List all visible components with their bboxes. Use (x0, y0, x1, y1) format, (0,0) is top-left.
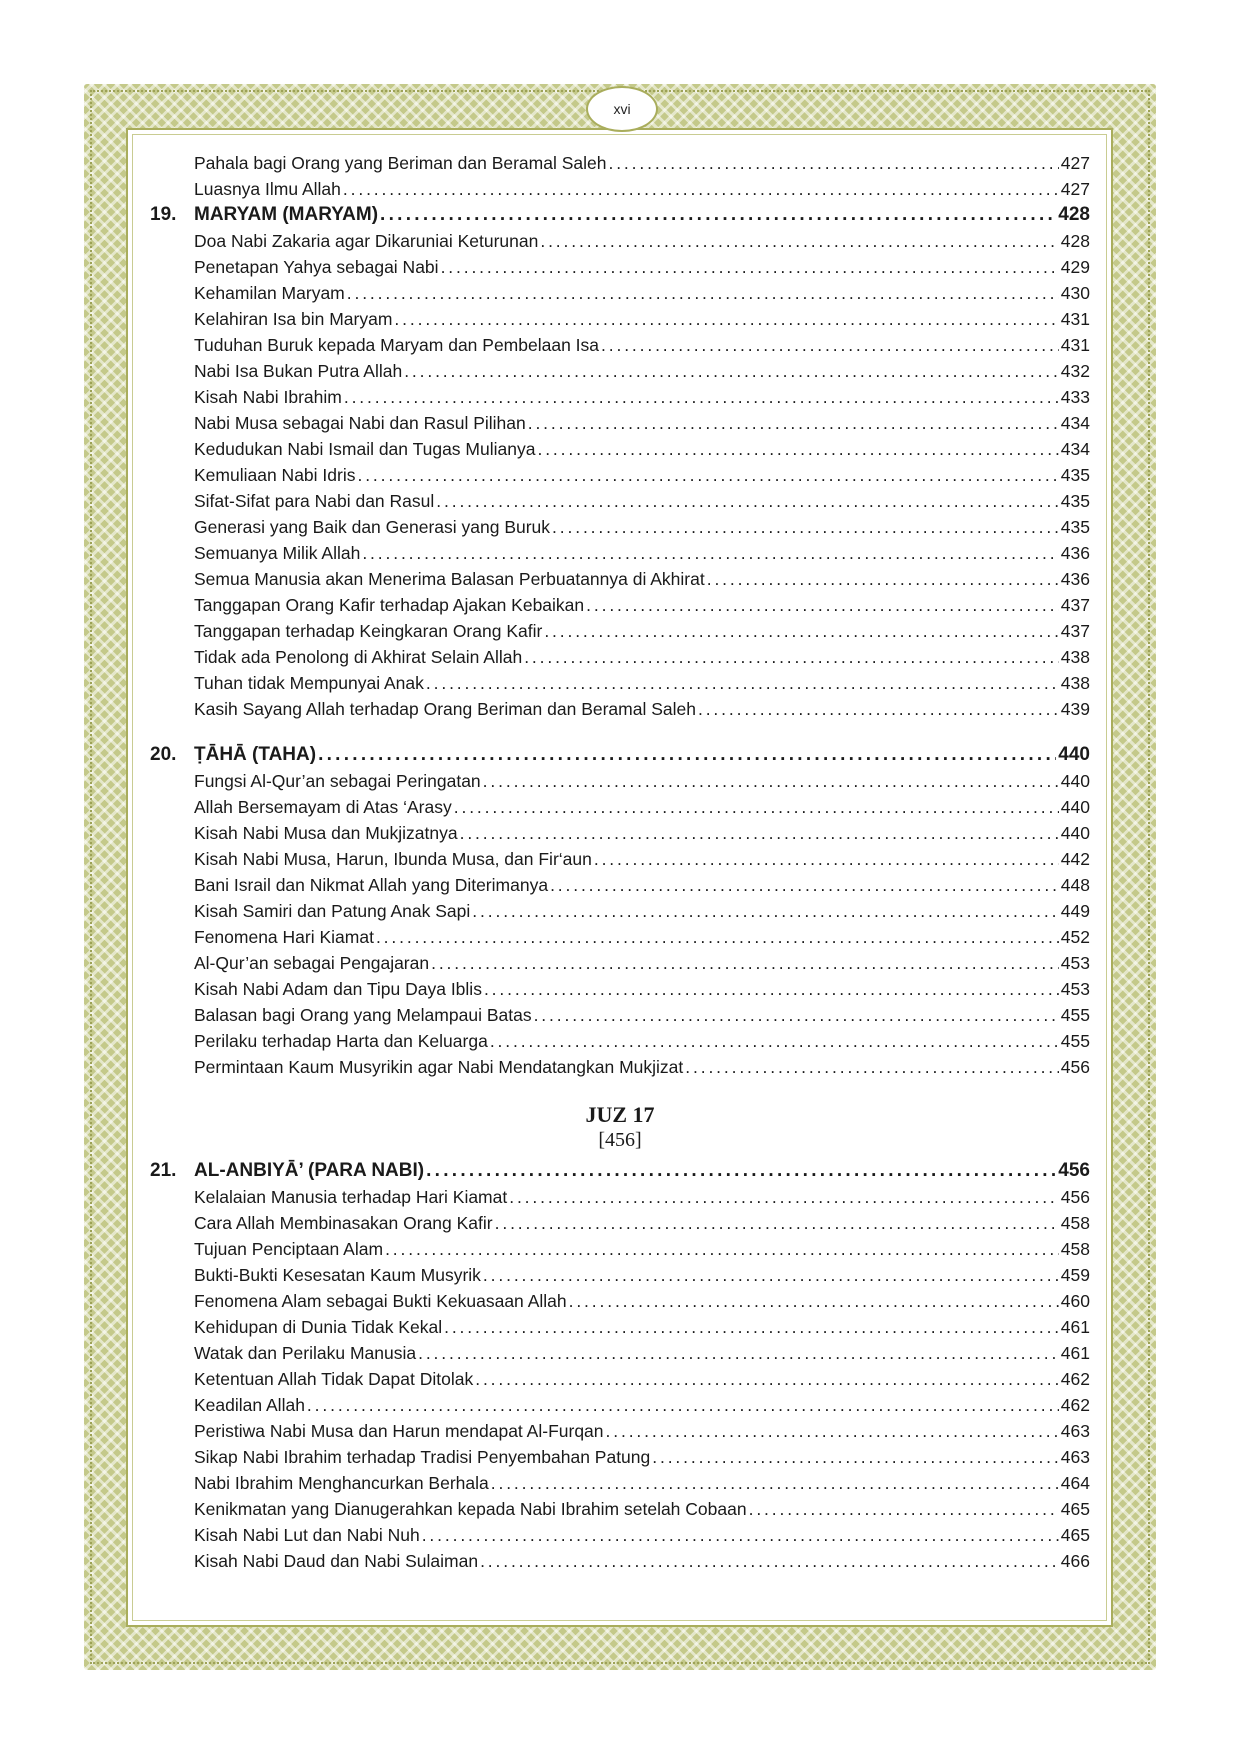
entry-title: Kisah Nabi Musa, Harun, Ibunda Musa, dan Fir‘aun (194, 849, 592, 869)
dot-leader (418, 1340, 1059, 1366)
entry-title: Doa Nabi Zakaria agar Dikaruniai Keturunan (194, 231, 539, 251)
dot-leader (454, 794, 1059, 820)
dot-leader (534, 1002, 1059, 1028)
entry-title: Perilaku terhadap Harta dan Keluarga (194, 1031, 488, 1051)
chapter-title: AL-ANBIYĀ’ (PARA NABI) (194, 1160, 425, 1181)
dot-leader (404, 358, 1059, 384)
dot-leader (552, 514, 1059, 540)
entry-page: 460 (1060, 1291, 1090, 1311)
entry-row (150, 1236, 1090, 1262)
entry-page: 438 (1060, 673, 1090, 693)
page-number: xvi (586, 86, 658, 132)
entry-row (150, 514, 1090, 540)
entry-row (150, 566, 1090, 592)
entry-page: 456 (1060, 1057, 1090, 1077)
entry-row (150, 1054, 1090, 1080)
entry-title: Peristiwa Nabi Musa dan Harun mendapat Al-Furqan (194, 1421, 604, 1441)
entry-title: Nabi Musa sebagai Nabi dan Rasul Pilihan (194, 413, 526, 433)
entry-page: 465 (1060, 1499, 1090, 1519)
entry-page: 458 (1060, 1213, 1090, 1233)
entry-title: Fungsi Al-Qur’an sebagai Peringatan (194, 771, 481, 791)
entry-page: 462 (1060, 1369, 1090, 1389)
entry-title: Watak dan Perilaku Manusia (194, 1343, 417, 1363)
entry-row (150, 1028, 1090, 1054)
entry-row (150, 410, 1090, 436)
entry-title: Kisah Nabi Lut dan Nabi Nuh (194, 1525, 420, 1545)
chapter-page: 456 (1058, 1160, 1090, 1181)
juz-title: JUZ 17 (585, 1102, 655, 1127)
dot-leader (749, 1496, 1059, 1522)
entry-row (150, 384, 1090, 410)
dot-leader (490, 1028, 1059, 1054)
entry-row (150, 1418, 1090, 1444)
dot-leader (394, 306, 1058, 332)
entry-page: 437 (1060, 595, 1090, 615)
entry-row (150, 488, 1090, 514)
entry-row (150, 696, 1090, 722)
entry-title: Kisah Nabi Adam dan Tipu Daya Iblis (194, 979, 482, 999)
entry-title: Fenomena Alam sebagai Bukti Kekuasaan Allah (194, 1291, 567, 1311)
entry-title: Generasi yang Baik dan Generasi yang Buruk (194, 517, 551, 537)
table-of-contents (150, 150, 1090, 1574)
entry-row (150, 540, 1090, 566)
entry-title: Sikap Nabi Ibrahim terhadap Tradisi Penyembahan Patung (194, 1447, 651, 1467)
entry-row (150, 280, 1090, 306)
dot-leader (550, 872, 1059, 898)
entry-page: 458 (1060, 1239, 1090, 1259)
entry-title: Kedudukan Nabi Ismail dan Tugas Mulianya (194, 439, 536, 459)
juz-page: [456] (598, 1129, 642, 1151)
entry-row (150, 1262, 1090, 1288)
dot-leader (586, 592, 1059, 618)
dot-leader (544, 618, 1058, 644)
entry-row (150, 644, 1090, 670)
chapter-number: 19. (150, 204, 177, 225)
entry-page: 466 (1060, 1551, 1090, 1571)
entry-title: Tanggapan Orang Kafir terhadap Ajakan Kebaikan (194, 595, 585, 615)
entry-row (150, 1522, 1090, 1548)
entry-title: Fenomena Hari Kiamat (194, 927, 374, 947)
entry-title: Tujuan Penciptaan Alam (194, 1239, 384, 1259)
dot-leader (652, 1444, 1059, 1470)
entry-row (150, 462, 1090, 488)
dot-leader (460, 820, 1059, 846)
dot-leader (318, 742, 1056, 768)
entry-title: Tuhan tidak Mempunyai Anak (194, 673, 424, 693)
entry-row (150, 1314, 1090, 1340)
entry-title: Kelahiran Isa bin Maryam (194, 309, 393, 329)
entry-page: 438 (1060, 647, 1090, 667)
dot-leader (509, 1184, 1059, 1210)
entry-row (150, 1288, 1090, 1314)
dot-leader (436, 488, 1059, 514)
entry-row (150, 1444, 1090, 1470)
entry-page: 430 (1060, 283, 1090, 303)
entry-title: Pahala bagi Orang yang Beriman dan Beramal Saleh (194, 153, 607, 173)
entry-page: 452 (1060, 927, 1090, 947)
entry-page: 431 (1060, 309, 1090, 329)
dot-leader (344, 384, 1059, 410)
entry-row (150, 1340, 1090, 1366)
entry-page: 428 (1060, 231, 1090, 251)
entry-page: 436 (1060, 543, 1090, 563)
dot-leader (441, 254, 1059, 280)
entry-page: 456 (1060, 1187, 1090, 1207)
dot-leader (608, 150, 1058, 176)
dot-leader (685, 1054, 1059, 1080)
entry-page: 437 (1060, 621, 1090, 641)
entry-row (150, 846, 1090, 872)
entry-page: 432 (1060, 361, 1090, 381)
entry-page: 453 (1060, 953, 1090, 973)
entry-row (150, 898, 1090, 924)
entry-title: Kemuliaan Nabi Idris (194, 465, 356, 485)
dot-leader (380, 202, 1056, 228)
entry-title: Kasih Sayang Allah terhadap Orang Beriman dan Beramal Saleh (194, 699, 696, 719)
chapter-row (150, 202, 1090, 228)
section-spacer (150, 722, 1090, 742)
entry-title: Tidak ada Penolong di Akhirat Selain Allah (194, 647, 523, 667)
entry-title: Cara Allah Membinasakan Orang Kafir (194, 1213, 493, 1233)
dot-leader (422, 1522, 1059, 1548)
dot-leader (528, 410, 1059, 436)
entry-row (150, 670, 1090, 696)
entry-row (150, 1366, 1090, 1392)
entry-page: 463 (1060, 1421, 1090, 1441)
entry-row (150, 1548, 1090, 1574)
dot-leader (594, 846, 1059, 872)
dot-leader (540, 228, 1058, 254)
dot-leader (491, 1470, 1059, 1496)
entry-title: Kenikmatan yang Dianugerahkan kepada Nabi Ibrahim setelah Cobaan (194, 1499, 747, 1519)
entry-row (150, 150, 1090, 176)
chapter-title: ṬĀHĀ (TAHA) (194, 744, 317, 765)
entry-page: 435 (1060, 465, 1090, 485)
entry-row (150, 1210, 1090, 1236)
entry-page: 429 (1060, 257, 1090, 277)
dot-leader (472, 898, 1059, 924)
entry-row (150, 1184, 1090, 1210)
entry-page: 435 (1060, 491, 1090, 511)
dot-leader (484, 976, 1059, 1002)
entry-row (150, 1002, 1090, 1028)
dot-leader (480, 1548, 1059, 1574)
entry-page: 465 (1060, 1525, 1090, 1545)
dot-leader (376, 924, 1059, 950)
entry-title: Kisah Samiri dan Patung Anak Sapi (194, 901, 471, 921)
dot-leader (343, 176, 1059, 202)
chapter-row (150, 1158, 1090, 1184)
entry-page: 461 (1060, 1317, 1090, 1337)
entry-page: 427 (1060, 179, 1090, 199)
entry-row (150, 950, 1090, 976)
entry-row (150, 592, 1090, 618)
entry-page: 464 (1060, 1473, 1090, 1493)
dot-leader (537, 436, 1058, 462)
entry-title: Bukti-Bukti Kesesatan Kaum Musyrik (194, 1265, 481, 1285)
dot-leader (307, 1392, 1059, 1418)
entry-page: 436 (1060, 569, 1090, 589)
entry-title: Balasan bagi Orang yang Melampaui Batas (194, 1005, 532, 1025)
dot-leader (385, 1236, 1059, 1262)
dot-leader (601, 332, 1059, 358)
entry-title: Allah Bersemayam di Atas ‘Arasy (194, 797, 452, 817)
entry-row (150, 1470, 1090, 1496)
dot-leader (347, 280, 1059, 306)
entry-row (150, 618, 1090, 644)
entry-page: 440 (1060, 797, 1090, 817)
entry-title: Keadilan Allah (194, 1395, 305, 1415)
entry-row (150, 924, 1090, 950)
entry-title: Permintaan Kaum Musyrikin agar Nabi Mendatangkan Mukjizat (194, 1057, 684, 1077)
entry-title: Kisah Nabi Ibrahim (194, 387, 342, 407)
entry-row (150, 1496, 1090, 1522)
entry-page: 435 (1060, 517, 1090, 537)
entry-page: 449 (1060, 901, 1090, 921)
entry-title: Penetapan Yahya sebagai Nabi (194, 257, 439, 277)
entry-title: Tuduhan Buruk kepada Maryam dan Pembelaan Isa (194, 335, 600, 355)
entry-title: Kisah Nabi Daud dan Nabi Sulaiman (194, 1551, 479, 1571)
dot-leader (431, 950, 1059, 976)
entry-page: 461 (1060, 1343, 1090, 1363)
entry-title: Sifat-Sifat para Nabi dan Rasul (194, 491, 435, 511)
entry-row (150, 768, 1090, 794)
dot-leader (362, 540, 1058, 566)
entry-page: 459 (1060, 1265, 1090, 1285)
entry-page: 440 (1060, 771, 1090, 791)
entry-title: Bani Israil dan Nikmat Allah yang Diterimanya (194, 875, 549, 895)
entry-title: Tanggapan terhadap Keingkaran Orang Kafir (194, 621, 543, 641)
dot-leader (524, 644, 1059, 670)
dot-leader (698, 696, 1059, 722)
entry-page: 433 (1060, 387, 1090, 407)
entry-row (150, 436, 1090, 462)
entry-row (150, 254, 1090, 280)
entry-title: Kehamilan Maryam (194, 283, 345, 303)
chapter-number: 20. (150, 744, 177, 765)
entry-row (150, 872, 1090, 898)
dot-leader (707, 566, 1059, 592)
dot-leader (606, 1418, 1059, 1444)
entry-row (150, 306, 1090, 332)
entry-title: Nabi Isa Bukan Putra Allah (194, 361, 403, 381)
entry-page: 448 (1060, 875, 1090, 895)
dot-leader (483, 768, 1059, 794)
entry-row (150, 332, 1090, 358)
entry-page: 431 (1060, 335, 1090, 355)
entry-title: Ketentuan Allah Tidak Dapat Ditolak (194, 1369, 474, 1389)
dot-leader (475, 1366, 1059, 1392)
entry-page: 453 (1060, 979, 1090, 999)
entry-row (150, 820, 1090, 846)
entry-row (150, 358, 1090, 384)
entry-row (150, 176, 1090, 202)
entry-title: Nabi Ibrahim Menghancurkan Berhala (194, 1473, 489, 1493)
entry-title: Semuanya Milik Allah (194, 543, 361, 563)
dot-leader (426, 1158, 1056, 1184)
entry-title: Kehidupan di Dunia Tidak Kekal (194, 1317, 443, 1337)
entry-page: 440 (1060, 823, 1090, 843)
dot-leader (483, 1262, 1059, 1288)
chapter-row (150, 742, 1090, 768)
entry-page: 434 (1060, 413, 1090, 433)
entry-page: 455 (1060, 1005, 1090, 1025)
entry-row (150, 1392, 1090, 1418)
entry-page: 442 (1060, 849, 1090, 869)
entry-page: 439 (1060, 699, 1090, 719)
dot-leader (569, 1288, 1059, 1314)
chapter-title: MARYAM (MARYAM) (194, 204, 379, 225)
entry-row (150, 976, 1090, 1002)
chapter-number: 21. (150, 1160, 177, 1181)
entry-page: 427 (1060, 153, 1090, 173)
dot-leader (426, 670, 1059, 696)
entry-title: Al-Qur’an sebagai Pengajaran (194, 953, 430, 973)
entry-row (150, 794, 1090, 820)
entry-page: 463 (1060, 1447, 1090, 1467)
juz-heading (150, 1102, 1090, 1152)
dot-leader (357, 462, 1058, 488)
chapter-page: 428 (1058, 204, 1090, 225)
entry-title: Kisah Nabi Musa dan Mukjizatnya (194, 823, 458, 843)
dot-leader (495, 1210, 1059, 1236)
entry-title: Kelalaian Manusia terhadap Hari Kiamat (194, 1187, 508, 1207)
entry-page: 455 (1060, 1031, 1090, 1051)
entry-title: Semua Manusia akan Menerima Balasan Perbuatannya di Akhirat (194, 569, 705, 589)
chapter-page: 440 (1058, 744, 1090, 765)
entry-page: 462 (1060, 1395, 1090, 1415)
dot-leader (444, 1314, 1059, 1340)
entry-page: 434 (1060, 439, 1090, 459)
entry-title: Luasnya Ilmu Allah (194, 179, 341, 199)
entry-row (150, 228, 1090, 254)
